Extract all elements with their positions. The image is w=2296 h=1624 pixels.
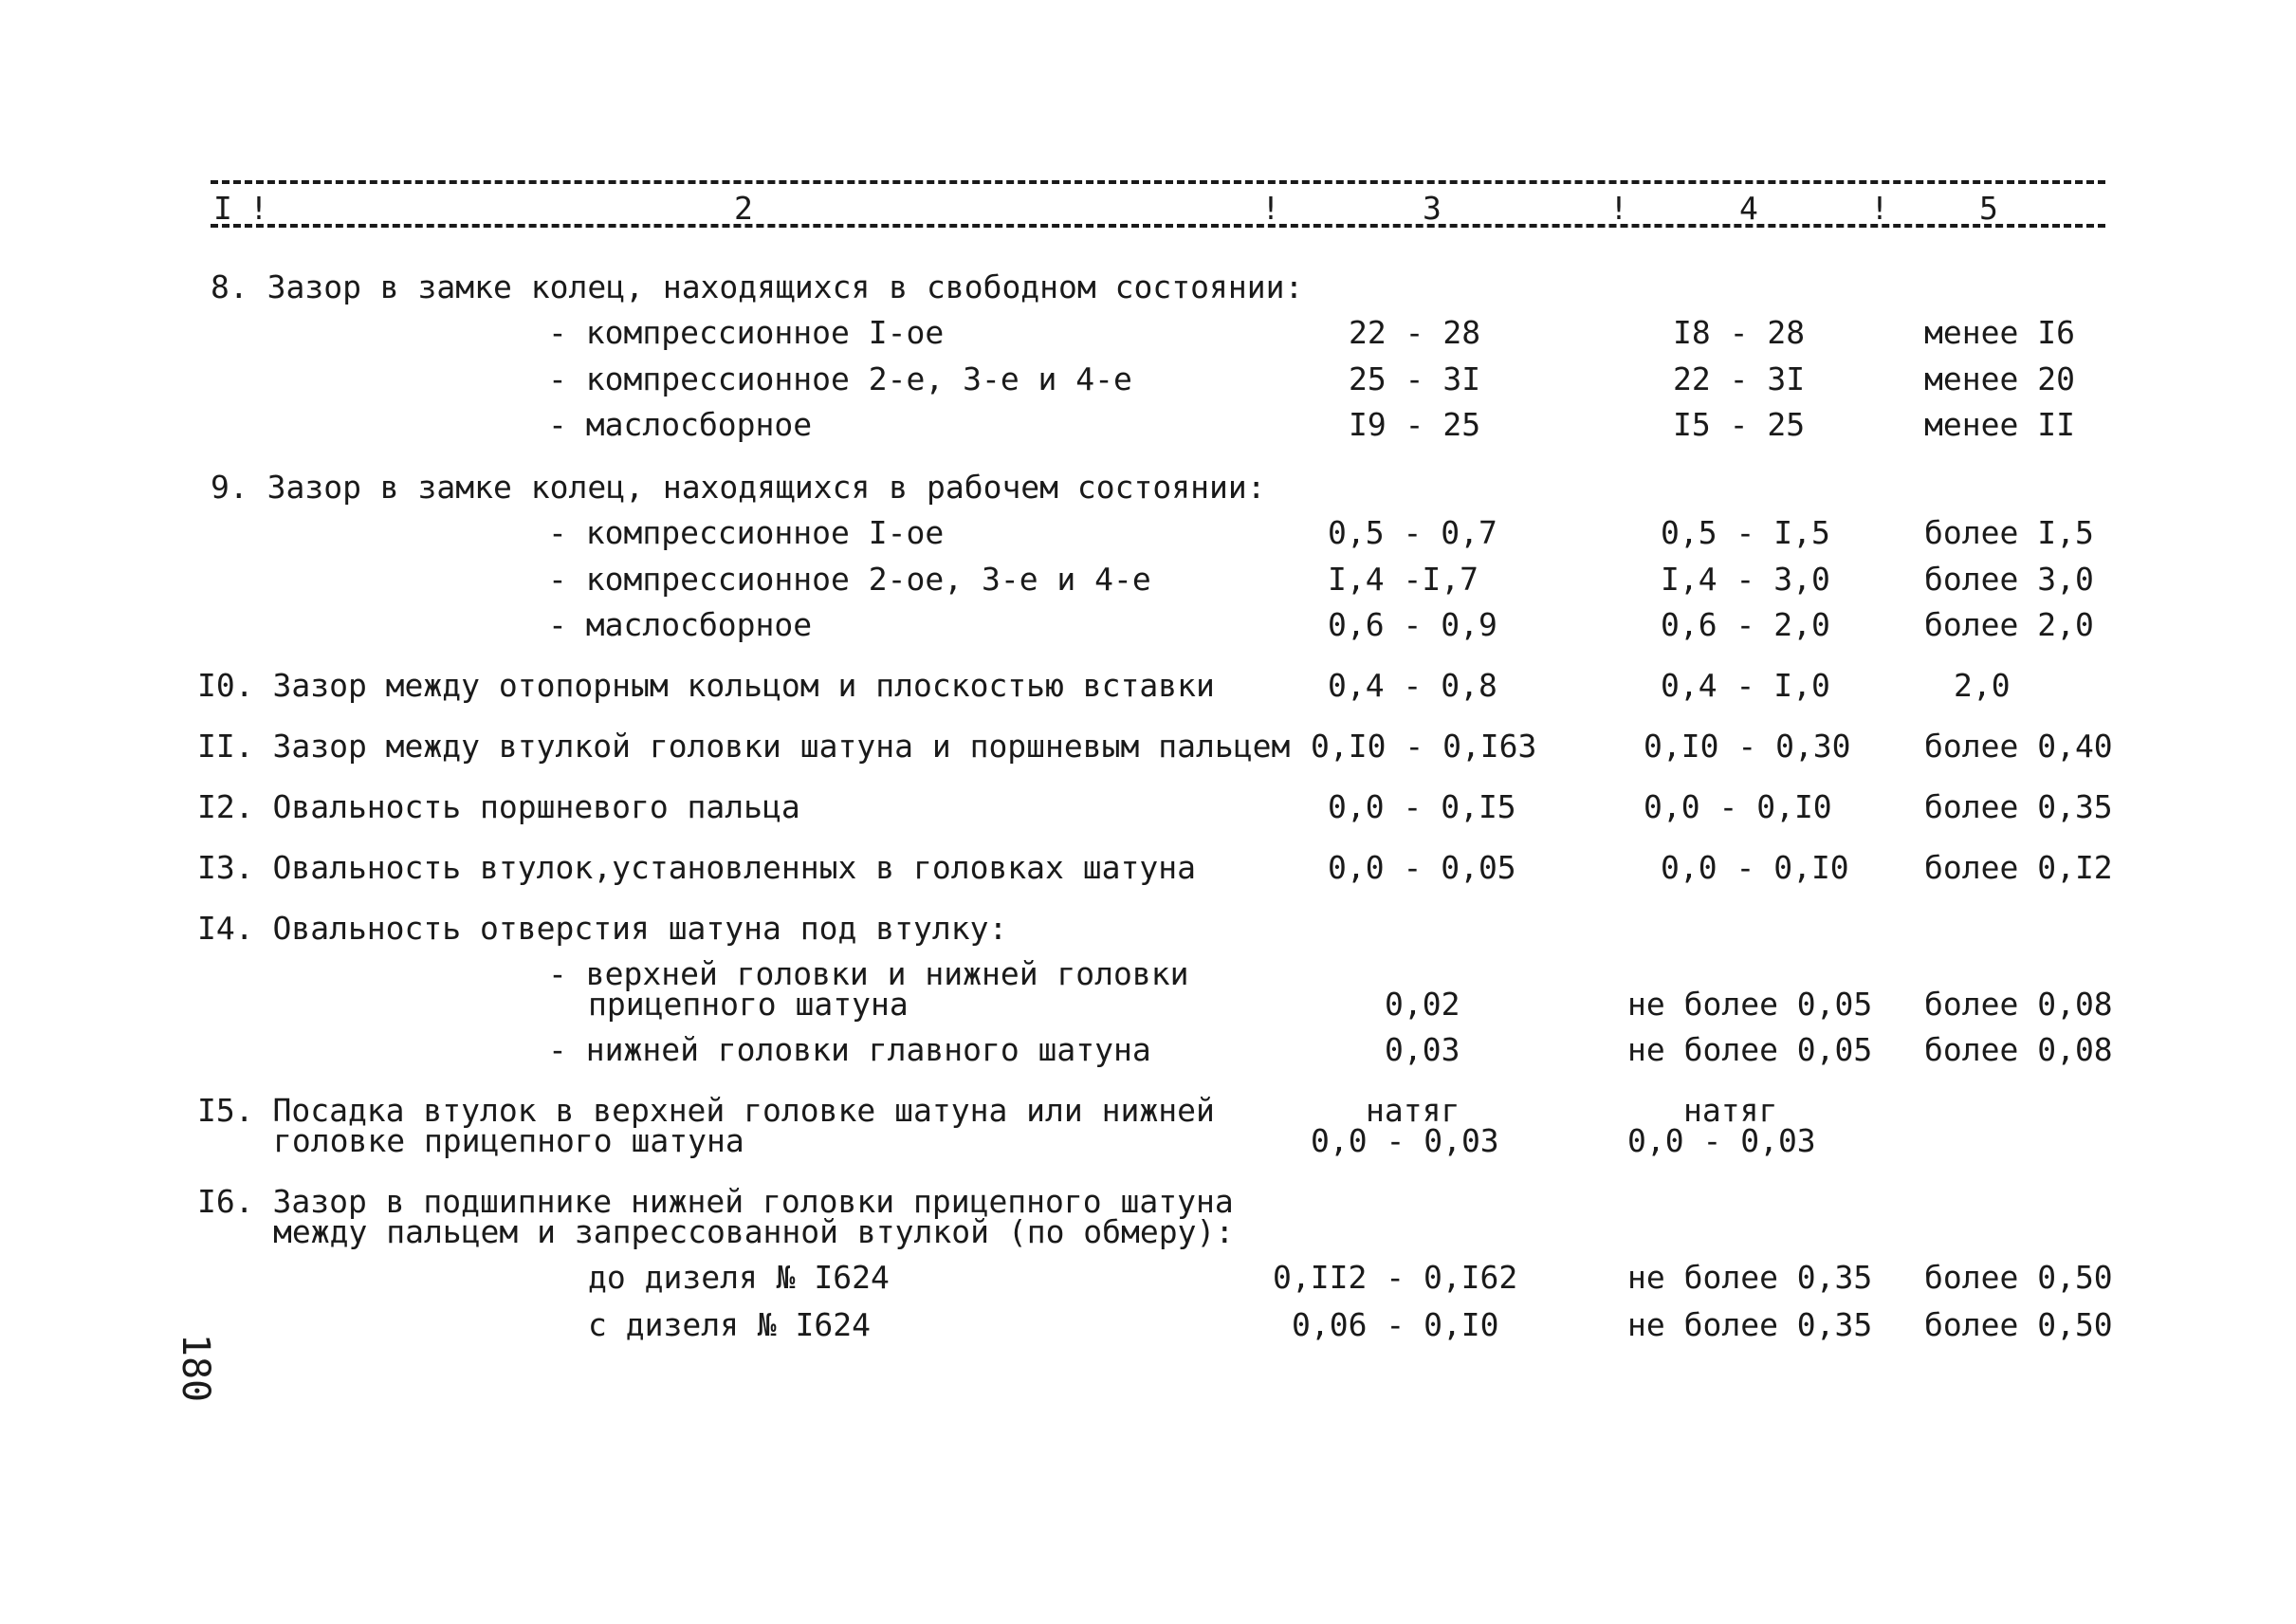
- row-16-item-label: с дизеля № I624: [588, 1306, 872, 1343]
- row-13-c5: более 0,I2: [1924, 849, 2113, 886]
- row-10-title: I0. Зазор между отопорным кольцом и плоскостью вставки: [197, 667, 1215, 704]
- page-number: 180: [174, 1333, 218, 1403]
- row-9-item-label: - компрессионное 2-ое, 3-е и 4-е: [548, 561, 1151, 598]
- header-top-rule: [211, 180, 2105, 184]
- row-8-item-label: - компрессионное 2-е, 3-е и 4-е: [548, 360, 1132, 397]
- row-12-c5: более 0,35: [1924, 788, 2113, 825]
- row-13-title: I3. Овальность втулок,установленных в головках шатуна: [197, 849, 1196, 886]
- row-8-item-c5: менее I6: [1924, 314, 2075, 351]
- row-16-title-cont: между пальцем и запрессованной втулкой (по обмеру):: [273, 1213, 1235, 1250]
- row-15-c4-value: 0,0 - 0,03: [1627, 1122, 1816, 1159]
- row-14-item-c5: более 0,08: [1924, 1031, 2113, 1068]
- row-8-item-c5: менее 20: [1924, 360, 2075, 397]
- header-col-3: 3: [1423, 190, 1442, 227]
- row-15-c3-value: 0,0 - 0,03: [1311, 1122, 1499, 1159]
- row-16-item-c3: 0,II2 - 0,I62: [1273, 1259, 1518, 1296]
- row-14-item-c5: более 0,08: [1924, 986, 2113, 1023]
- row-12-c3: 0,0 - 0,I5: [1328, 788, 1516, 825]
- row-9-item-c4: 0,5 - I,5: [1661, 514, 1830, 551]
- row-16-item-c5: более 0,50: [1924, 1306, 2113, 1343]
- row-11-c3: 0,I0 - 0,I63: [1311, 728, 1537, 765]
- row-9-item-c3: 0,5 - 0,7: [1328, 514, 1497, 551]
- row-8-item-c4: I8 - 28: [1673, 314, 1806, 351]
- header-sep: !: [1870, 190, 1889, 227]
- row-13-c4: 0,0 - 0,I0: [1661, 849, 1849, 886]
- header-col-4: 4: [1739, 190, 1758, 227]
- row-8-item-label: - компрессионное I-ое: [548, 314, 945, 351]
- row-14-title: I4. Овальность отверстия шатуна под втулку:: [197, 910, 1008, 947]
- row-10-c5: 2,0: [1954, 667, 2011, 704]
- row-10-c4: 0,4 - I,0: [1661, 667, 1830, 704]
- row-9-item-c5: более I,5: [1924, 514, 2094, 551]
- row-10-c3: 0,4 - 0,8: [1328, 667, 1497, 704]
- row-11-c5: более 0,40: [1924, 728, 2113, 765]
- row-12-c4: 0,0 - 0,I0: [1644, 788, 1832, 825]
- header-sep: !: [1609, 190, 1628, 227]
- row-16-item-c4: не более 0,35: [1627, 1259, 1873, 1296]
- header-col-2: 2: [734, 190, 753, 227]
- row-9-item-label: - компрессионное I-ое: [548, 514, 945, 551]
- row-8-item-c3: 25 - 3I: [1349, 360, 1481, 397]
- row-11-c4: 0,I0 - 0,30: [1644, 728, 1851, 765]
- row-13-c3: 0,0 - 0,05: [1328, 849, 1516, 886]
- row-14-item-c3: 0,03: [1385, 1031, 1460, 1068]
- row-8-item-c3: 22 - 28: [1349, 314, 1481, 351]
- row-16-item-c3: 0,06 - 0,I0: [1292, 1306, 1499, 1343]
- row-9-item-c3: I,4 -I,7: [1328, 561, 1479, 598]
- row-12-title: I2. Овальность поршневого пальца: [197, 788, 800, 825]
- row-15-title-cont: головке прицепного шатуна: [273, 1122, 744, 1159]
- row-15-c4-label: натяг: [1683, 1092, 1778, 1129]
- row-15-title: I5. Посадка втулок в верхней головке шатуна или нижней: [197, 1092, 1215, 1129]
- row-11-title: II. Зазор между втулкой головки шатуна и поршневым пальцем: [197, 728, 1291, 765]
- row-9-item-label: - маслосборное: [548, 606, 813, 643]
- row-9-item-c5: более 3,0: [1924, 561, 2094, 598]
- header-sep: !: [249, 190, 268, 227]
- row-9-item-c3: 0,6 - 0,9: [1328, 606, 1497, 643]
- row-16-title: I6. Зазор в подшипнике нижней головки прицепного шатуна: [197, 1183, 1234, 1220]
- row-8-item-c4: 22 - 3I: [1673, 360, 1806, 397]
- row-8-item-label: - маслосборное: [548, 406, 813, 443]
- row-16-item-label: до дизеля № I624: [588, 1259, 890, 1296]
- row-9-item-c4: I,4 - 3,0: [1661, 561, 1830, 598]
- row-9-item-c5: более 2,0: [1924, 606, 2094, 643]
- row-15-c3-label: натяг: [1366, 1092, 1460, 1129]
- header-col-1: I: [213, 190, 232, 227]
- row-16-item-c4: не более 0,35: [1627, 1306, 1873, 1343]
- row-9-title: 9. Зазор в замке колец, находящихся в рабочем состоянии:: [211, 469, 1266, 506]
- header-sep: !: [1261, 190, 1280, 227]
- row-14-item-c3: 0,02: [1385, 986, 1460, 1023]
- row-8-title: 8. Зазор в замке колец, находящихся в свободном состоянии:: [211, 268, 1304, 305]
- row-14-item-label-cont: прицепного шатуна: [588, 986, 909, 1023]
- row-14-item-label: - верхней головки и нижней головки: [548, 955, 1189, 992]
- row-8-item-c5: менее II: [1924, 406, 2075, 443]
- row-14-item-c4: не более 0,05: [1627, 1031, 1873, 1068]
- header-bottom-rule: [211, 224, 2105, 228]
- row-14-item-c4: не более 0,05: [1627, 986, 1873, 1023]
- row-16-item-c5: более 0,50: [1924, 1259, 2113, 1296]
- row-14-item-label: - нижней головки главного шатуна: [548, 1031, 1151, 1068]
- row-8-item-c3: I9 - 25: [1349, 406, 1481, 443]
- row-8-item-c4: I5 - 25: [1673, 406, 1806, 443]
- row-9-item-c4: 0,6 - 2,0: [1661, 606, 1830, 643]
- header-col-5: 5: [1979, 190, 1998, 227]
